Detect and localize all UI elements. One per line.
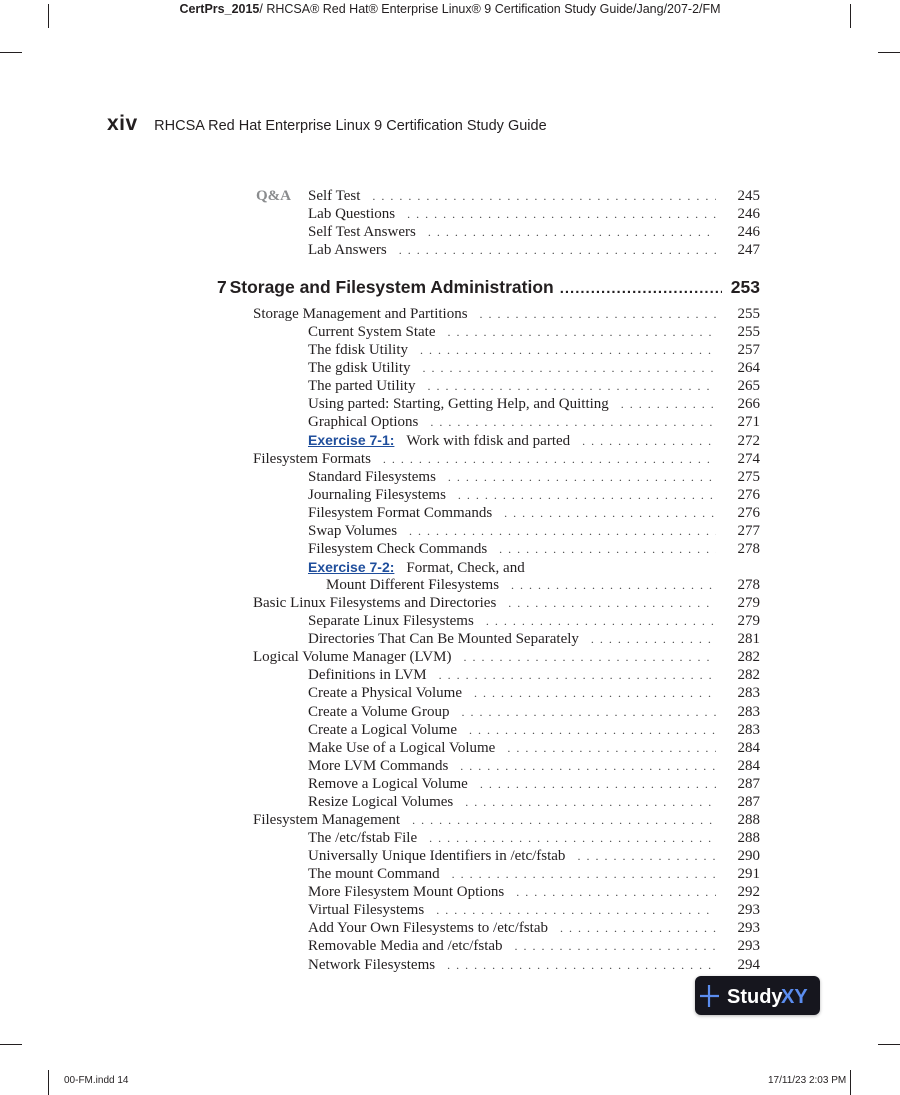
subsection-entry[interactable] bbox=[308, 377, 760, 395]
entry-page: 283 bbox=[737, 685, 760, 701]
entry-page: 294 bbox=[737, 957, 760, 973]
entry-page: 265 bbox=[737, 378, 760, 394]
subsection-entry[interactable] bbox=[308, 468, 760, 486]
dot-leader bbox=[507, 739, 716, 757]
subsection-entry[interactable] bbox=[308, 703, 760, 721]
entry-label: The /etc/fstab File bbox=[308, 830, 418, 846]
dot-leader bbox=[430, 413, 716, 431]
entry-label: Removable Media and /etc/fstab bbox=[308, 938, 503, 954]
entry-page: 288 bbox=[737, 830, 760, 846]
entry-page: 284 bbox=[737, 758, 760, 774]
subsection-entry[interactable] bbox=[308, 721, 760, 739]
entry-label: Virtual Filesystems bbox=[308, 902, 425, 918]
dot-leader bbox=[458, 486, 716, 504]
dot-leader bbox=[591, 630, 716, 648]
entry-label: Basic Linux Filesystems and Directories bbox=[253, 595, 497, 611]
entry-label: Using parted: Starting, Getting Help, and Quitting bbox=[308, 396, 609, 412]
entry-label: Self Test Answers bbox=[308, 224, 416, 240]
entry-label: Remove a Logical Volume bbox=[308, 776, 468, 792]
entry-page: 276 bbox=[737, 487, 760, 503]
entry-page: 292 bbox=[737, 884, 760, 900]
entry-label: The gdisk Utility bbox=[308, 360, 411, 376]
entry-page: 276 bbox=[737, 505, 760, 521]
subsection-entry[interactable] bbox=[308, 847, 760, 865]
entry-page: 288 bbox=[737, 812, 760, 828]
subsection-entry[interactable] bbox=[326, 576, 760, 594]
watermark-text-b: XY bbox=[781, 985, 808, 1008]
chapter-number: 7 bbox=[217, 277, 227, 297]
dot-leader bbox=[452, 865, 716, 883]
entry-page: 245 bbox=[737, 188, 760, 204]
subsection-entry[interactable] bbox=[308, 323, 760, 341]
dot-leader bbox=[429, 829, 716, 847]
subsection-entry[interactable] bbox=[308, 341, 760, 359]
subsection-entry[interactable] bbox=[308, 793, 760, 811]
dot-leader bbox=[560, 919, 716, 937]
dot-leader bbox=[383, 450, 716, 468]
subsection-entry[interactable] bbox=[308, 395, 760, 413]
subsection-entry[interactable] bbox=[308, 883, 760, 901]
subsection-entry[interactable] bbox=[308, 666, 760, 684]
subsection-entry[interactable] bbox=[308, 919, 760, 937]
dot-leader bbox=[399, 241, 716, 259]
entry-page: 278 bbox=[737, 541, 760, 557]
exercise-entry[interactable] bbox=[308, 558, 760, 576]
crop-mark bbox=[850, 1070, 851, 1095]
entry-label: Make Use of a Logical Volume bbox=[308, 740, 496, 756]
entry-label: Lab Questions bbox=[308, 206, 396, 222]
entry-page: 257 bbox=[737, 342, 760, 358]
qa-entry[interactable] bbox=[308, 223, 760, 241]
subsection-entry[interactable] bbox=[308, 359, 760, 377]
dot-leader bbox=[504, 504, 716, 522]
chapter-title: Storage and Filesystem Administration bbox=[229, 277, 554, 297]
entry-page: 271 bbox=[737, 414, 760, 430]
dot-leader bbox=[439, 666, 716, 684]
subsection-entry[interactable] bbox=[308, 901, 760, 919]
dot-leader bbox=[474, 684, 716, 702]
entry-label: Journaling Filesystems bbox=[308, 487, 446, 503]
entry-page: 284 bbox=[737, 740, 760, 756]
subsection-entry[interactable] bbox=[308, 612, 760, 630]
entry-page: 281 bbox=[737, 631, 760, 647]
dot-leader bbox=[463, 648, 716, 666]
slug-text: / RHCSA® Red Hat® Enterprise Linux® 9 Certification Study Guide/Jang/207-2/FM bbox=[259, 2, 721, 16]
entry-label: Directories That Can Be Mounted Separately bbox=[308, 631, 579, 647]
entry-page: 283 bbox=[737, 704, 760, 720]
entry-page: 272 bbox=[737, 433, 760, 449]
entry-page: 246 bbox=[737, 224, 760, 240]
entry-label: The mount Command bbox=[308, 866, 440, 882]
dot-leader bbox=[516, 883, 716, 901]
crop-mark bbox=[878, 1044, 900, 1045]
dot-leader bbox=[480, 775, 716, 793]
book-title: RHCSA Red Hat Enterprise Linux 9 Certification Study Guide bbox=[154, 118, 547, 134]
entry-label: More Filesystem Mount Options bbox=[308, 884, 505, 900]
section-entry[interactable] bbox=[253, 450, 760, 468]
entry-label: Format, Check, and bbox=[406, 560, 525, 576]
entry-label: Add Your Own Filesystems to /etc/fstab bbox=[308, 920, 548, 936]
entry-page: 290 bbox=[737, 848, 760, 864]
entry-page: 293 bbox=[737, 920, 760, 936]
entry-label: Lab Answers bbox=[308, 242, 387, 258]
entry-label: The parted Utility bbox=[308, 378, 416, 394]
entry-label: Storage Management and Partitions bbox=[253, 306, 468, 322]
entry-page: 274 bbox=[737, 451, 760, 467]
dot-leader bbox=[582, 432, 716, 450]
dot-leader bbox=[420, 341, 716, 359]
entry-label: Mount Different Filesystems bbox=[326, 577, 500, 593]
qa-entry[interactable] bbox=[308, 241, 760, 259]
dot-leader bbox=[508, 594, 716, 612]
entry-page: 275 bbox=[737, 469, 760, 485]
exercise-label: Exercise 7-1: bbox=[308, 432, 395, 448]
dot-leader bbox=[577, 847, 716, 865]
entry-page: 279 bbox=[737, 595, 760, 611]
entry-label: Separate Linux Filesystems bbox=[308, 613, 474, 629]
entry-page: 255 bbox=[737, 306, 760, 322]
subsection-entry[interactable] bbox=[308, 540, 760, 558]
dot-leader bbox=[448, 468, 716, 486]
entry-page: 283 bbox=[737, 722, 760, 738]
subsection-entry[interactable] bbox=[308, 865, 760, 883]
dot-leader bbox=[462, 703, 717, 721]
entry-page: 287 bbox=[737, 776, 760, 792]
subsection-entry[interactable] bbox=[308, 775, 760, 793]
chapter-heading[interactable] bbox=[217, 277, 760, 301]
entry-page: 278 bbox=[737, 577, 760, 593]
chapter-page: 253 bbox=[730, 277, 760, 297]
entry-label: The fdisk Utility bbox=[308, 342, 408, 358]
crop-mark bbox=[0, 1044, 22, 1045]
entry-label: Filesystem Management bbox=[253, 812, 401, 828]
qa-label: Q&A bbox=[256, 188, 291, 204]
entry-page: 247 bbox=[737, 242, 760, 258]
subsection-entry[interactable] bbox=[308, 413, 760, 431]
dot-leader bbox=[448, 323, 717, 341]
plus-icon bbox=[700, 981, 815, 1011]
entry-page: 293 bbox=[737, 938, 760, 954]
dot-leader bbox=[412, 811, 716, 829]
subsection-entry[interactable] bbox=[308, 522, 760, 540]
entry-label: Self Test bbox=[308, 188, 361, 204]
exercise-entry[interactable] bbox=[308, 431, 760, 449]
dot-leader bbox=[460, 757, 716, 775]
entry-page: 246 bbox=[737, 206, 760, 222]
dot-leader bbox=[621, 395, 716, 413]
dot-leader bbox=[427, 377, 716, 395]
dot-leader bbox=[372, 187, 716, 205]
qa-entry[interactable] bbox=[256, 187, 760, 205]
qa-entry[interactable] bbox=[308, 205, 760, 223]
entry-label: Swap Volumes bbox=[308, 523, 398, 539]
subsection-entry[interactable] bbox=[308, 486, 760, 504]
entry-page: 293 bbox=[737, 902, 760, 918]
entry-label: Resize Logical Volumes bbox=[308, 794, 454, 810]
entry-label: Filesystem Check Commands bbox=[308, 541, 488, 557]
entry-label: Create a Volume Group bbox=[308, 704, 450, 720]
subsection-entry[interactable] bbox=[308, 739, 760, 757]
subsection-entry[interactable] bbox=[308, 757, 760, 775]
dot-leader bbox=[515, 937, 716, 955]
entry-page: 255 bbox=[737, 324, 760, 340]
dot-leader bbox=[407, 205, 716, 223]
entry-page: 277 bbox=[737, 523, 760, 539]
dot-leader bbox=[436, 901, 716, 919]
entry-label: Create a Logical Volume bbox=[308, 722, 457, 738]
section-entry[interactable] bbox=[253, 811, 760, 829]
entry-label: More LVM Commands bbox=[308, 758, 449, 774]
page-number: xiv bbox=[107, 112, 138, 135]
entry-page: 287 bbox=[737, 794, 760, 810]
studyxy-watermark bbox=[695, 976, 820, 1015]
dot-leader bbox=[465, 793, 716, 811]
dot-leader bbox=[486, 612, 716, 630]
subsection-entry[interactable] bbox=[308, 956, 760, 974]
entry-label: Filesystem Formats bbox=[253, 451, 371, 467]
dot-leader bbox=[560, 280, 722, 297]
subsection-entry[interactable] bbox=[308, 684, 760, 702]
entry-page: 266 bbox=[737, 396, 760, 412]
dot-leader bbox=[423, 359, 717, 377]
section-entry[interactable] bbox=[253, 594, 760, 612]
subsection-entry[interactable] bbox=[308, 504, 760, 522]
crop-mark bbox=[48, 1070, 49, 1095]
entry-page: 282 bbox=[737, 649, 760, 665]
entry-page: 279 bbox=[737, 613, 760, 629]
dot-leader bbox=[480, 305, 716, 323]
entry-label: Graphical Options bbox=[308, 414, 419, 430]
section-entry[interactable] bbox=[253, 648, 760, 666]
entry-label: Definitions in LVM bbox=[308, 667, 427, 683]
entry-label: Universally Unique Identifiers in /etc/fstab bbox=[308, 848, 566, 864]
watermark-text-a: Study bbox=[727, 985, 783, 1008]
entry-label: Create a Physical Volume bbox=[308, 685, 462, 701]
footer-file: 00-FM.indd 14 bbox=[64, 1075, 129, 1086]
entry-page: 291 bbox=[737, 866, 760, 882]
section-entry[interactable] bbox=[253, 305, 760, 323]
slug-code: CertPrs_2015 bbox=[179, 2, 260, 16]
dot-leader bbox=[409, 522, 716, 540]
dot-leader bbox=[469, 721, 716, 739]
entry-label: Current System State bbox=[308, 324, 436, 340]
footer-date: 17/11/23 2:03 PM bbox=[768, 1075, 847, 1086]
dot-leader bbox=[511, 576, 716, 594]
dot-leader bbox=[499, 540, 716, 558]
entry-label: Standard Filesystems bbox=[308, 469, 436, 485]
entry-page: 264 bbox=[737, 360, 760, 376]
exercise-label: Exercise 7-2: bbox=[308, 559, 395, 575]
entry-label: Filesystem Format Commands bbox=[308, 505, 493, 521]
subsection-entry[interactable] bbox=[308, 937, 760, 955]
dot-leader bbox=[447, 956, 716, 974]
entry-label: Work with fdisk and parted bbox=[406, 433, 571, 449]
entry-label: Network Filesystems bbox=[308, 957, 436, 973]
subsection-entry[interactable] bbox=[308, 829, 760, 847]
entry-page: 282 bbox=[737, 667, 760, 683]
dot-leader bbox=[428, 223, 716, 241]
entry-label: Logical Volume Manager (LVM) bbox=[253, 649, 452, 665]
subsection-entry[interactable] bbox=[308, 630, 760, 648]
